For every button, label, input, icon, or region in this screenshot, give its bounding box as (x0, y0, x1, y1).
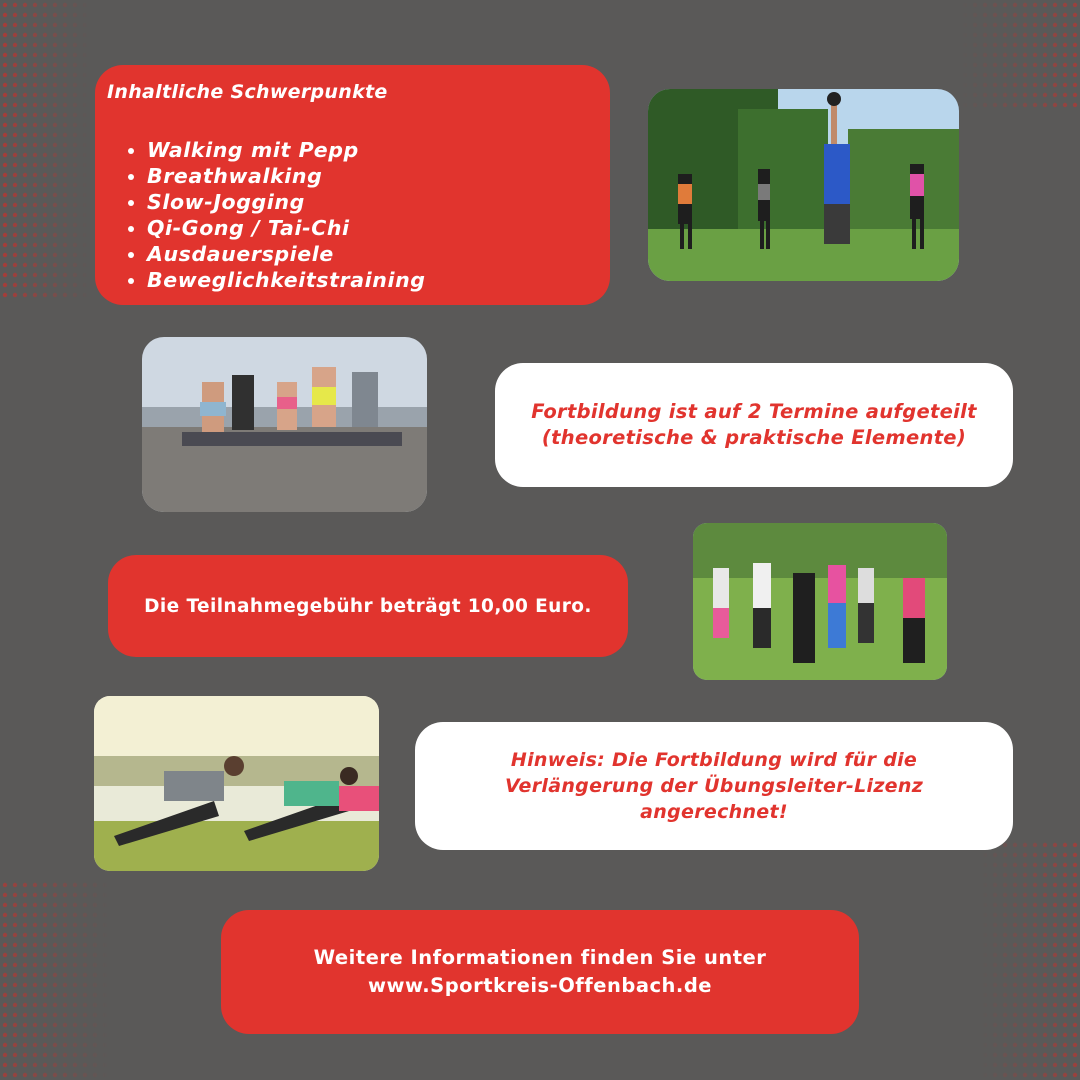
fee-text: Die Teilnahmegebühr beträgt 10,00 Euro. (144, 595, 592, 617)
topic-item: • Qi-Gong / Tai-Chi (147, 215, 598, 241)
photo-lunge-group-rooftop (142, 337, 427, 512)
photo-dance-fitness-outdoor (693, 523, 947, 680)
website-link[interactable]: www.Sportkreis-Offenbach.de (367, 974, 713, 997)
dates-text (531, 399, 976, 451)
topics-card (95, 65, 610, 305)
halftone-dots-bottom-left (0, 880, 110, 1080)
dates-line-2: (theoretische & praktische Elemente) (541, 426, 967, 449)
photo-kettlebell-group-park (648, 89, 959, 281)
topic-item: • Ausdauerspiele (147, 241, 598, 267)
info-line-1: Weitere Informationen finden Sie unter (313, 946, 767, 969)
halftone-dots-bottom-right (980, 840, 1080, 1080)
topic-item: • Walking mit Pepp (147, 137, 598, 163)
hint-line-2: Verlängerung der Übungsleiter-Lizenz (504, 775, 924, 797)
topic-item: • Slow-Jogging (147, 189, 598, 215)
halftone-dots-top-left (0, 0, 90, 300)
topic-item: • Beweglichkeitstraining (147, 267, 598, 293)
halftone-dots-top-right (960, 0, 1080, 110)
hint-card (415, 722, 1013, 850)
hint-line-1: Hinweis: Die Fortbildung wird für die (510, 749, 918, 771)
topics-list (107, 137, 598, 293)
info-text (314, 944, 767, 1000)
fee-card (108, 555, 628, 657)
info-card (221, 910, 859, 1034)
topic-item: • Breathwalking (147, 163, 598, 189)
hint-line-3: angerechnet! (640, 801, 788, 823)
topics-heading: Inhaltliche Schwerpunkte (107, 81, 388, 103)
dates-card (495, 363, 1013, 487)
dates-line-1: Fortbildung ist auf 2 Termine aufgeteilt (531, 400, 977, 423)
hint-text (505, 747, 923, 825)
photo-plank-group-grass (94, 696, 379, 871)
